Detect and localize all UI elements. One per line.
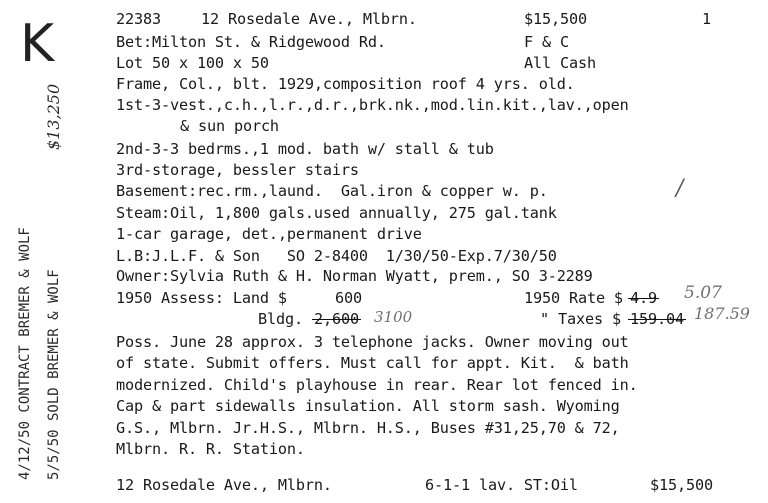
owner-line: Owner:Sylvia Ruth & H. Norman Wyatt, prem., SO 3-2289	[116, 267, 593, 285]
footer-address: 12 Rosedale Ave., Mlbrn.	[116, 476, 332, 494]
footer-price: $15,500	[650, 476, 713, 494]
rate-old-value	[630, 291, 657, 306]
cross-streets: Bet:Milton St. & Ridgewood Rd.	[116, 33, 386, 51]
remarks-line: G.S., Mlbrn. Jr.H.S., Mlbrn. H.S., Buses #31,25,70 & 72,	[116, 419, 620, 437]
heating-line: Steam:Oil, 1,800 gals.used annually, 275 gal.tank	[116, 204, 557, 222]
taxes-old-struck: 159.04	[630, 310, 684, 328]
sold-price-handwritten: $13,250	[44, 83, 63, 150]
first-floor-line: 1st-3-vest.,c.h.,l.r.,d.r.,brk.nk.,mod.lin.kit.,lav.,open	[116, 96, 629, 114]
listing-broker-line: L.B:J.L.F. & Son SO 2-8400 1/30/50-Exp.7/30/50	[116, 247, 557, 265]
sold-stamp: 5/5/50 SOLD BREMER & WOLF	[46, 269, 62, 480]
taxes-old-value	[630, 312, 684, 327]
contract-stamp: 4/12/50 CONTRACT BREMER & WOLF	[17, 227, 33, 480]
sale-terms: All Cash	[524, 54, 596, 72]
corner-mark-handwritten: K	[20, 14, 55, 74]
taxes-new-handwritten: 187.59	[694, 304, 750, 323]
type-code: F & C	[524, 33, 569, 51]
remarks-line: modernized. Child's playhouse in rear. Rear lot fenced in.	[116, 376, 638, 394]
construction-line: Frame, Col., blt. 1929,composition roof 4 yrs. old.	[116, 75, 575, 93]
remarks-line: of state. Submit offers. Must call for appt. Kit. & bath	[116, 354, 629, 372]
asking-price: $15,500	[524, 10, 587, 28]
footer-code: 6-1-1 lav. ST:Oil	[425, 476, 578, 494]
rate-new-handwritten: 5.07	[684, 283, 722, 303]
lot-size: Lot 50 x 100 x 50	[116, 54, 269, 72]
second-floor-line: 2nd-3-3 bedrms.,1 mod. bath w/ stall & tub	[116, 140, 494, 158]
building-old-struck: 2,600	[314, 310, 359, 328]
card-number: 1	[702, 10, 711, 28]
assessment-label: 1950 Assess: Land $	[116, 289, 287, 307]
remarks-line: Cap & part sidewalls insulation. All storm sash. Wyoming	[116, 397, 620, 415]
building-new-handwritten: 3100	[374, 308, 413, 326]
land-value: 600	[335, 289, 362, 307]
property-address: 12 Rosedale Ave., Mlbrn.	[201, 10, 417, 28]
third-floor-line: 3rd-storage, bessler stairs	[116, 161, 359, 179]
taxes-label: " Taxes $	[540, 310, 621, 328]
rate-old-struck: 4.9	[630, 289, 657, 307]
check-mark-handwritten: /	[676, 176, 684, 201]
remarks-line: Mlbrn. R. R. Station.	[116, 440, 305, 458]
listing-number: 22383	[116, 10, 161, 28]
rate-label: 1950 Rate $	[524, 289, 623, 307]
building-old-value	[314, 312, 359, 327]
building-label: Bldg.	[258, 310, 303, 328]
first-floor-continued: & sun porch	[180, 117, 279, 135]
remarks-line: Poss. June 28 approx. 3 telephone jacks. Owner moving out	[116, 333, 629, 351]
garage-line: 1-car garage, det.,permanent drive	[116, 225, 422, 243]
basement-line: Basement:rec.rm.,laund. Gal.iron & copper w. p.	[116, 182, 548, 200]
